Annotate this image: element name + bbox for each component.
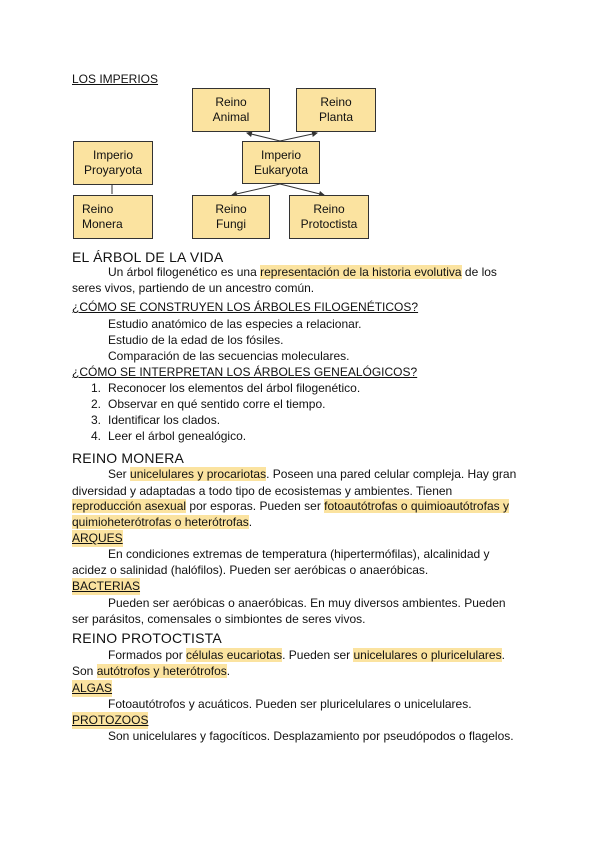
box-imperio-eukaryota: Imperio Eukaryota [242, 141, 320, 184]
monera-line4: quimioheterótrofas o heterótrofas. [72, 515, 253, 529]
list-number: 1. [91, 381, 102, 395]
construyen-item: Estudio anatómico de las especies a relacionar. [108, 317, 362, 331]
algas-line1: Fotoautótrofos y acuáticos. Pueden ser pluricelulares o unicelulares. [108, 697, 472, 711]
imperios-diagram [72, 88, 532, 240]
arques-line2: acidez o salinidad (halófilos). Pueden ser aeróbicas o anaeróbicas. [72, 563, 429, 577]
construyen-item: Estudio de la edad de los fósiles. [108, 333, 284, 347]
protozoos-heading: PROTOZOOS [72, 713, 149, 727]
monera-line2: diversidad y adaptadas a todo tipo de ecosistemas y ambientes. Tienen [72, 484, 453, 498]
connector-eukaryota-animal [247, 133, 280, 141]
bacterias-heading: BACTERIAS [72, 579, 141, 593]
protoctista-heading: REINO PROTOCTISTA [72, 630, 222, 646]
list-number: 2. [91, 397, 102, 411]
algas-heading: ALGAS [72, 681, 113, 695]
monera-heading: REINO MONERA [72, 450, 185, 466]
connector-eukaryota-planta [280, 133, 317, 141]
list-item: Observar en qué sentido corre el tiempo. [108, 397, 326, 411]
bacterias-line1: Pueden ser aeróbicas o anaeróbicas. En muy diversos ambientes. Pueden [108, 596, 506, 610]
list-number: 3. [91, 413, 102, 427]
list-number: 4. [91, 429, 102, 443]
protoctista-line1: Formados por células eucariotas. Pueden ser unicelulares o pluricelulares. [108, 648, 505, 662]
protoctista-line2: Son autótrofos y heterótrofos. [72, 664, 231, 678]
arbol-paragraph-line2: seres vivos, partiendo de un ancestro común. [72, 281, 315, 295]
bacterias-line2: ser parásitos, comensales o simbiontes de seres vivos. [72, 612, 366, 626]
arbol-heading: EL ÁRBOL DE LA VIDA [72, 249, 224, 265]
connector-eukaryota-fungi [232, 184, 280, 195]
list-item: Leer el árbol genealógico. [108, 429, 247, 443]
box-reino-protoctista: Reino Protoctista [289, 195, 369, 239]
box-reino-animal: Reino Animal [192, 88, 270, 132]
arques-line1: En condiciones extremas de temperatura (hipertermófilas), alcalinidad y [108, 547, 490, 561]
interpretan-heading: ¿CÓMO SE INTERPRETAN LOS ÁRBOLES GENEALÓGICOS? [72, 365, 418, 379]
page-title: LOS IMPERIOS [72, 72, 159, 86]
construyen-item: Comparación de las secuencias moleculares. [108, 349, 350, 363]
list-item: Reconocer los elementos del árbol filogenético. [108, 381, 361, 395]
arbol-paragraph-line1: Un árbol filogenético es una representación de la historia evolutiva de los [108, 265, 497, 279]
box-reino-fungi: Reino Fungi [192, 195, 270, 239]
list-item: Identificar los clados. [108, 413, 221, 427]
construyen-heading: ¿CÓMO SE CONSTRUYEN LOS ÁRBOLES FILOGENÉTICOS? [72, 300, 419, 314]
monera-line1: Ser unicelulares y procariotas. Poseen una pared celular compleja. Hay gran [108, 467, 517, 481]
connector-eukaryota-protoctista [280, 184, 324, 195]
arques-heading: ARQUES [72, 531, 123, 545]
box-reino-planta: Reino Planta [296, 88, 376, 132]
monera-line3: reproducción asexual por esporas. Pueden ser fotoautótrofas o quimioautótrofas y [72, 499, 509, 513]
box-reino-monera: Reino Monera [73, 195, 153, 239]
box-imperio-proyaryota: Imperio Proyaryota [73, 141, 153, 185]
protozoos-line1: Son unicelulares y fagocíticos. Desplazamiento por pseudópodos o flagelos. [108, 729, 514, 743]
